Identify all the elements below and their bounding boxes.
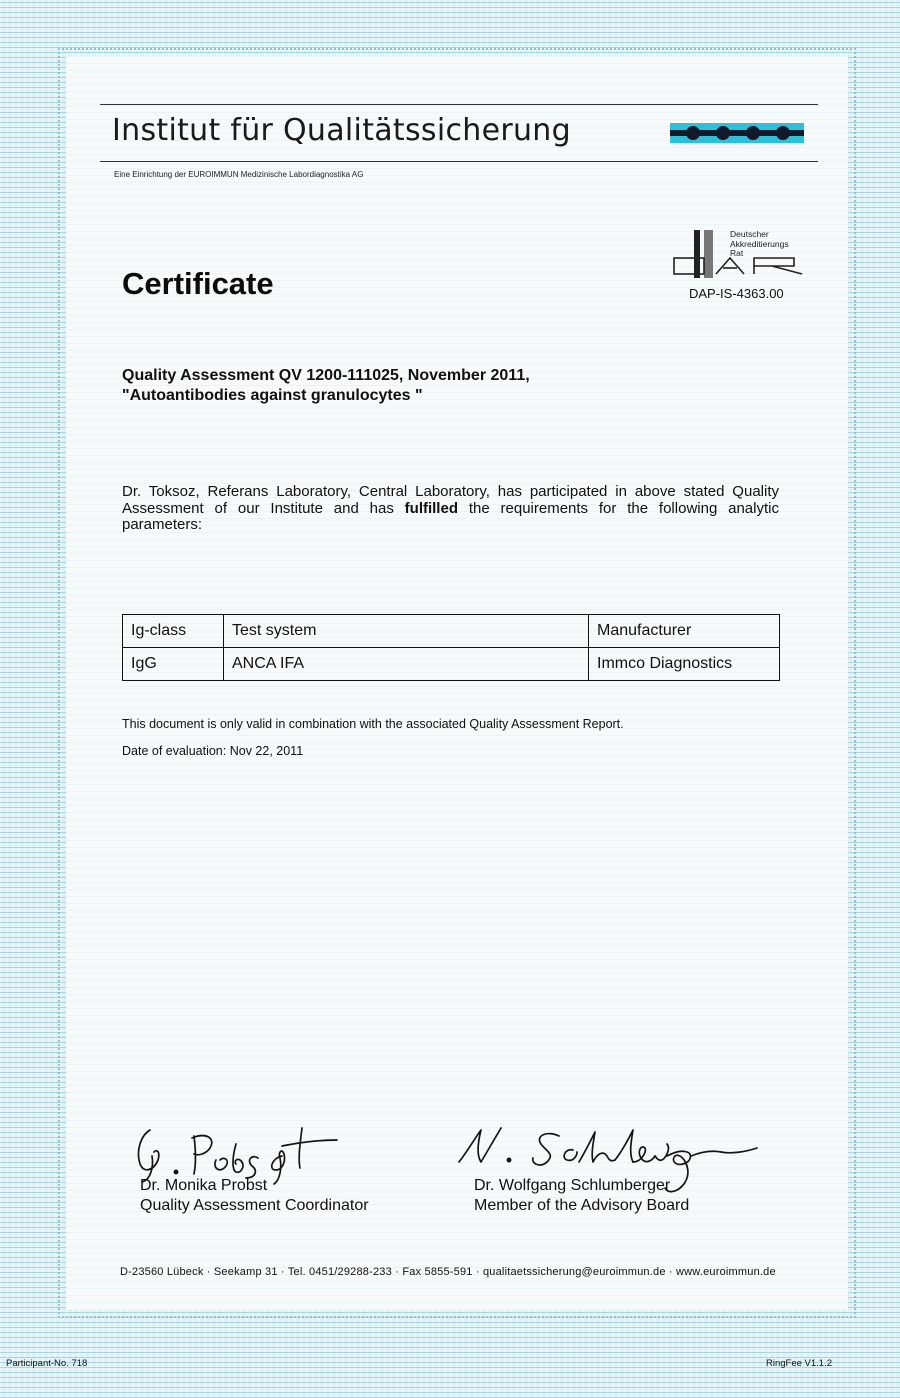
- logo-dot: [716, 126, 730, 140]
- table-header-row: [123, 615, 780, 648]
- table-cell: IgG: [123, 648, 224, 681]
- header-rule-top: [100, 104, 818, 105]
- signer-name: Dr. Wolfgang Schlumberger: [474, 1177, 671, 1194]
- dar-text-line: Rat: [730, 248, 744, 258]
- form-version: RingFee V1.1.2: [766, 1358, 833, 1369]
- dar-text-line: Akkreditierungs: [730, 238, 789, 249]
- header-rule-bottom: [100, 161, 818, 162]
- certificate-title: Certificate: [122, 266, 274, 301]
- table-cell: ANCA IFA: [224, 648, 589, 681]
- logo-dot: [686, 126, 700, 140]
- participant-number: Participant-No. 718: [6, 1358, 88, 1369]
- logo-dot: [746, 126, 760, 140]
- accreditation-number: DAP-IS-4363.00: [689, 286, 784, 301]
- parameters-table: [122, 614, 780, 681]
- footer-address: D-23560 Lübeck · Seekamp 31 · Tel. 0451/29288-233 · Fax 5855-591 · qualitaetssicherung@euroimmun.de · www.euroimmun.de: [120, 1266, 776, 1278]
- evaluation-date: Date of evaluation: Nov 22, 2011: [122, 744, 304, 758]
- signer-name: Dr. Monika Probst: [140, 1177, 268, 1194]
- dar-logo-text: [730, 230, 789, 259]
- statement-emphasis: fulfilled: [404, 499, 458, 517]
- table-header-cell: Test system: [224, 615, 589, 648]
- institute-subtitle: Eine Einrichtung der EUROIMMUN Medizinische Labordiagnostika AG: [114, 170, 364, 179]
- table-cell: Immco Diagnostics: [589, 648, 780, 681]
- assessment-title-line-2: "Autoantibodies against granulocytes ": [122, 387, 423, 404]
- signer-role: Member of the Advisory Board: [474, 1197, 690, 1214]
- signer-role: Quality Assessment Coordinator: [140, 1197, 369, 1214]
- institute-logo: [670, 123, 804, 143]
- institute-title: Institut für Qualitätssicherung: [112, 113, 571, 148]
- statement-text-1: Dr. Toksoz, Referans Laboratory, Central Laboratory, has participated in above stated Quality Assessment of our Institute and has: [122, 483, 779, 517]
- dar-text-line: Deutscher: [730, 229, 769, 239]
- assessment-title-line-1: Quality Assessment QV 1200-111025, November 2011,: [122, 367, 530, 384]
- table-header-cell: Manufacturer: [589, 615, 780, 648]
- table-header-cell: Ig-class: [123, 615, 224, 648]
- validity-note: This document is only valid in combination with the associated Quality Assessment Report.: [122, 717, 624, 731]
- logo-dot: [776, 126, 790, 140]
- participation-statement: [122, 484, 779, 534]
- statement-text-2: the requirements for the following analytic parameters:: [122, 499, 779, 533]
- table-row: [123, 648, 780, 681]
